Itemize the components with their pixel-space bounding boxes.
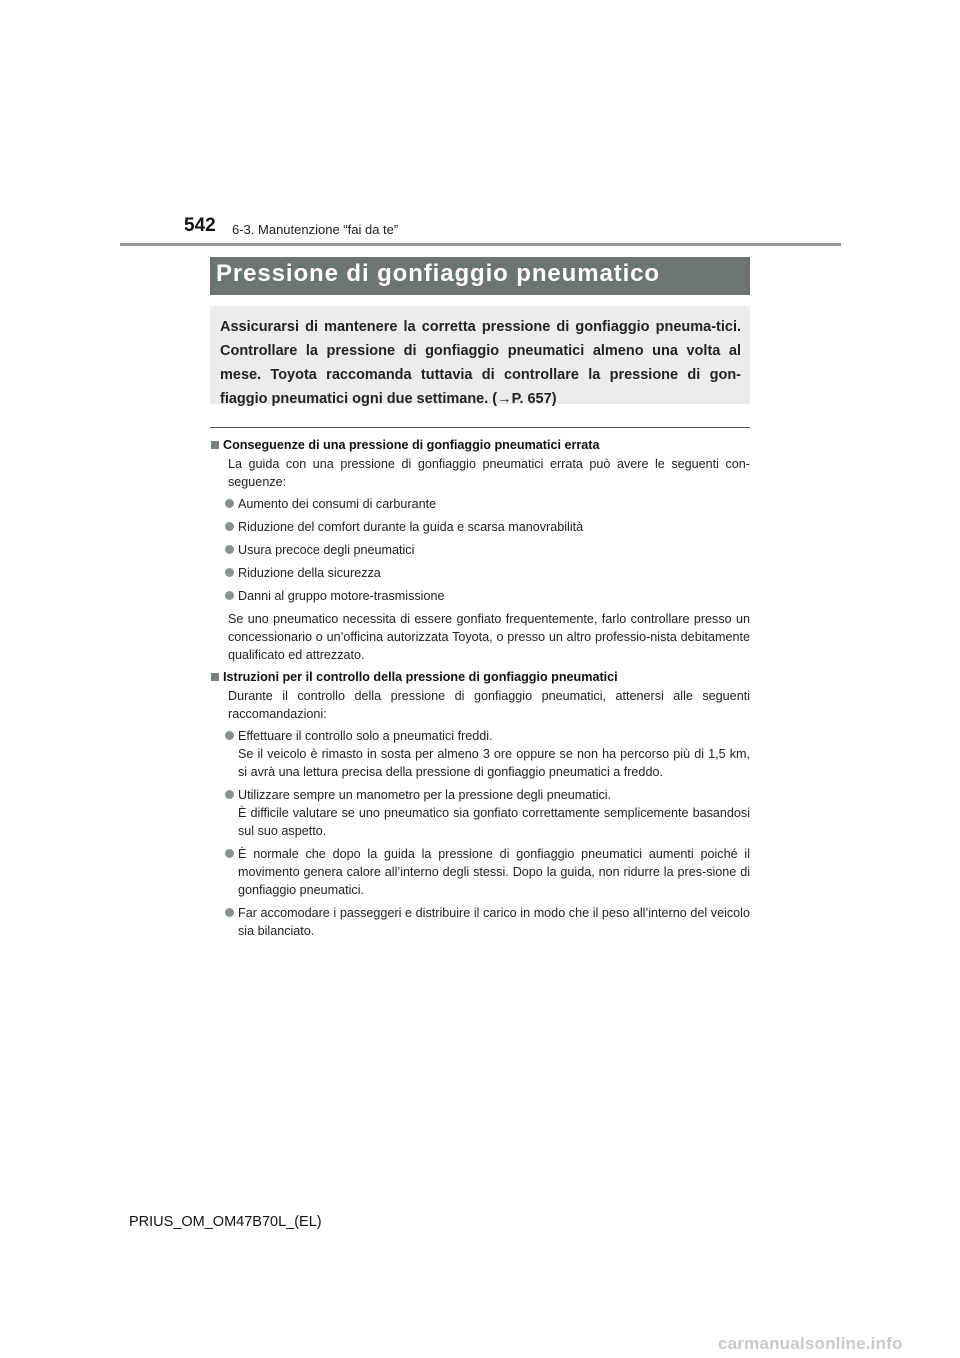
list-item <box>210 727 750 781</box>
section-heading-instructions <box>210 668 750 686</box>
list-item-text: Aumento dei consumi di carburante <box>238 497 437 511</box>
list-item-subtext: È difficile valutare se uno pneumatico sia gonfiato correttamente semplicemente basandosi sul suo aspetto. <box>238 806 750 838</box>
circle-bullet-icon <box>225 568 234 577</box>
paragraph: Durante il controllo della pressione di gonfiaggio pneumatici, attenersi alle seguenti raccomandazioni: <box>228 689 750 721</box>
square-bullet-icon <box>211 673 219 681</box>
list-item-text: Far accomodare i passeggeri e distribuire il carico in modo che il peso all’interno del veicolo sia bilanciato. <box>238 906 750 938</box>
list-item <box>210 541 750 559</box>
intro-text: Assicurarsi di mantenere la corretta pressione di gonfiaggio pneuma-tici. Controllare la pressione di gonfiaggio pneumatici almeno una volta al mese. Toyota raccomanda tuttavia di controllare la pressione di gon-fiaggio pneumatici ogni due settimane. (→P. 657) <box>220 319 741 407</box>
section-label: 6-3. Manutenzione “fai da te” <box>232 222 399 237</box>
circle-bullet-icon <box>225 731 234 740</box>
list-item-text: Utilizzare sempre un manometro per la pressione degli pneumatici. <box>238 788 612 802</box>
circle-bullet-icon <box>225 591 234 600</box>
circle-bullet-icon <box>225 908 234 917</box>
divider <box>210 427 750 428</box>
section-heading-consequences <box>210 436 750 454</box>
list-item <box>210 564 750 582</box>
list-item-text: Usura precoce degli pneumatici <box>238 543 415 557</box>
document-code: PRIUS_OM_OM47B70L_(EL) <box>129 1214 322 1230</box>
list-item <box>210 518 750 536</box>
list-item <box>210 786 750 840</box>
circle-bullet-icon <box>225 545 234 554</box>
square-bullet-icon <box>211 441 219 449</box>
paragraph: Se uno pneumatico necessita di essere gonfiato frequentemente, farlo controllare presso un concessionario o un’officina autorizzata Toyota, o presso un altro professio-nista debitamente qualificato ed attrezzato. <box>228 612 750 662</box>
list-item-text: Danni al gruppo motore-trasmissione <box>238 589 445 603</box>
intro-box <box>210 306 750 407</box>
heading-text: Conseguenze di una pressione di gonfiaggio pneumatici errata <box>223 438 600 452</box>
list-item <box>210 845 750 899</box>
content <box>210 436 750 945</box>
list-item <box>210 495 750 513</box>
page-number: 542 <box>184 215 216 236</box>
header-rule <box>120 243 841 246</box>
list-item <box>210 587 750 605</box>
list-item-text: Effettuare il controllo solo a pneumatici freddi. <box>238 729 493 743</box>
circle-bullet-icon <box>225 522 234 531</box>
paragraph: La guida con una pressione di gonfiaggio pneumatici errata può avere le seguenti con-seguenze: <box>228 457 750 489</box>
heading-text: Istruzioni per il controllo della pressione di gonfiaggio pneumatici <box>223 670 618 684</box>
list-item-text: È normale che dopo la guida la pressione di gonfiaggio pneumatici aumenti poiché il movimento genera calore all’interno degli stessi. Dopo la guida, non ridurre la pres-sione di gonfiaggio pneumatici. <box>238 847 750 897</box>
circle-bullet-icon <box>225 790 234 799</box>
list-item-text: Riduzione della sicurezza <box>238 566 381 580</box>
watermark: carmanualsonline.info <box>718 1334 903 1353</box>
circle-bullet-icon <box>225 499 234 508</box>
list-item <box>210 904 750 940</box>
page-title: Pressione di gonfiaggio pneumatico <box>216 260 660 287</box>
title-bar <box>210 257 750 295</box>
list-item-subtext: Se il veicolo è rimasto in sosta per almeno 3 ore oppure se non ha percorso più di 1,5 km, si avrà una lettura precisa della pressione di gonfiaggio pneumatici a freddo. <box>238 747 750 779</box>
circle-bullet-icon <box>225 849 234 858</box>
list-item-text: Riduzione del comfort durante la guida e scarsa manovrabilità <box>238 520 584 534</box>
